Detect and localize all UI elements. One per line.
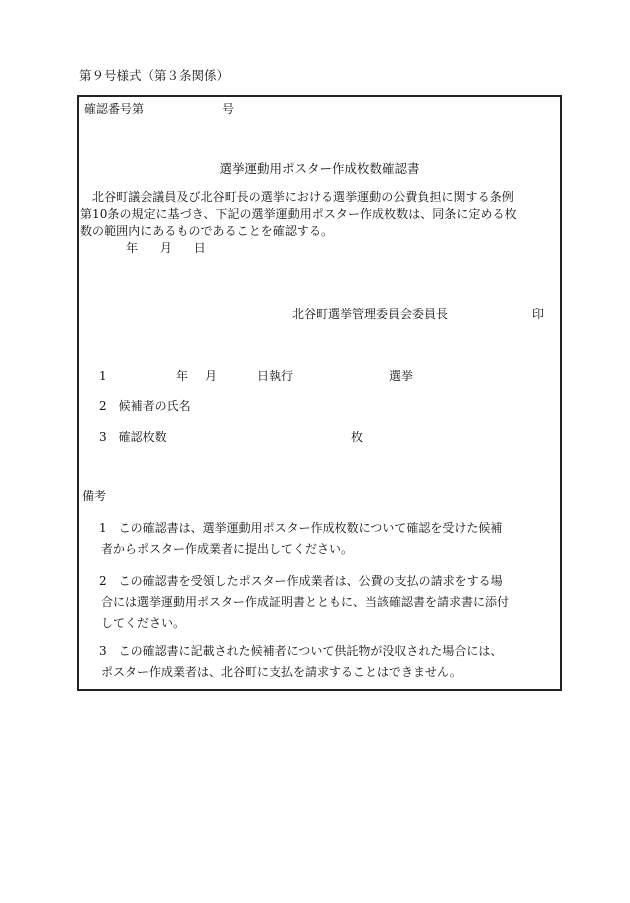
item-2-candidate-name: 2 候補者の氏名 bbox=[99, 399, 191, 413]
item-3-unit: 枚 bbox=[351, 430, 364, 444]
confirmation-suffix: 号 bbox=[222, 102, 235, 116]
item-1-month: 月 bbox=[205, 369, 218, 383]
confirmation-number bbox=[84, 102, 235, 116]
signer-title: 北谷町選挙管理委員会委員長 bbox=[292, 307, 449, 321]
item-1-number: 1 bbox=[99, 369, 107, 383]
remark-line: 1 この確認書は、選挙運動用ポスター作成枚数について確認を受けた候補 bbox=[99, 521, 503, 535]
document-title: 選挙運動用ポスター作成枚数確認書 bbox=[219, 161, 420, 176]
remark-line: してください。 bbox=[101, 616, 186, 630]
confirmation-form bbox=[77, 95, 562, 691]
item-1-day-exec: 日執行 bbox=[257, 369, 294, 383]
item-3-confirmed-count: 3 確認枚数 bbox=[99, 430, 167, 444]
date-year: 年 bbox=[126, 241, 139, 255]
remark-line: 2 この確認書を受領したポスター作成業者は、公費の支払の請求をする場 bbox=[99, 574, 503, 588]
confirmation-prefix: 確認番号第 bbox=[84, 102, 145, 116]
form-number: 第９号様式（第３条関係） bbox=[79, 68, 230, 83]
body-line: 第10条の規定に基づき、下記の選挙運動用ポスター作成枚数は、同条に定める枚 bbox=[80, 207, 517, 221]
item-1-year: 年 bbox=[176, 369, 189, 383]
remark-line: ポスター作成業者は、北谷町に支払を請求することはできません。 bbox=[101, 665, 462, 679]
seal-mark: 印 bbox=[532, 307, 545, 321]
remark-line: 3 この確認書に記載された候補者について供託物が没収された場合には、 bbox=[99, 644, 503, 658]
remark-note-1 bbox=[99, 518, 559, 560]
date-day: 日 bbox=[193, 241, 206, 255]
body-paragraph bbox=[80, 189, 561, 240]
remark-note-3 bbox=[99, 641, 559, 683]
body-line: 北谷町議会議員及び北谷町長の選挙における選挙運動の公費負担に関する条例 bbox=[80, 190, 514, 204]
item-1-election: 選挙 bbox=[389, 369, 414, 383]
remark-line: 合には選挙運動用ポスター作成証明書とともに、当該確認書を請求書に添付 bbox=[101, 595, 510, 609]
body-line: 数の範囲内にあるものであることを確認する。 bbox=[80, 224, 334, 238]
remarks-heading: 備考 bbox=[82, 489, 107, 503]
remark-note-2 bbox=[99, 571, 559, 634]
date-line bbox=[126, 242, 206, 254]
remark-line: 者からポスター作成業者に提出してください。 bbox=[101, 542, 354, 556]
date-month: 月 bbox=[159, 241, 172, 255]
